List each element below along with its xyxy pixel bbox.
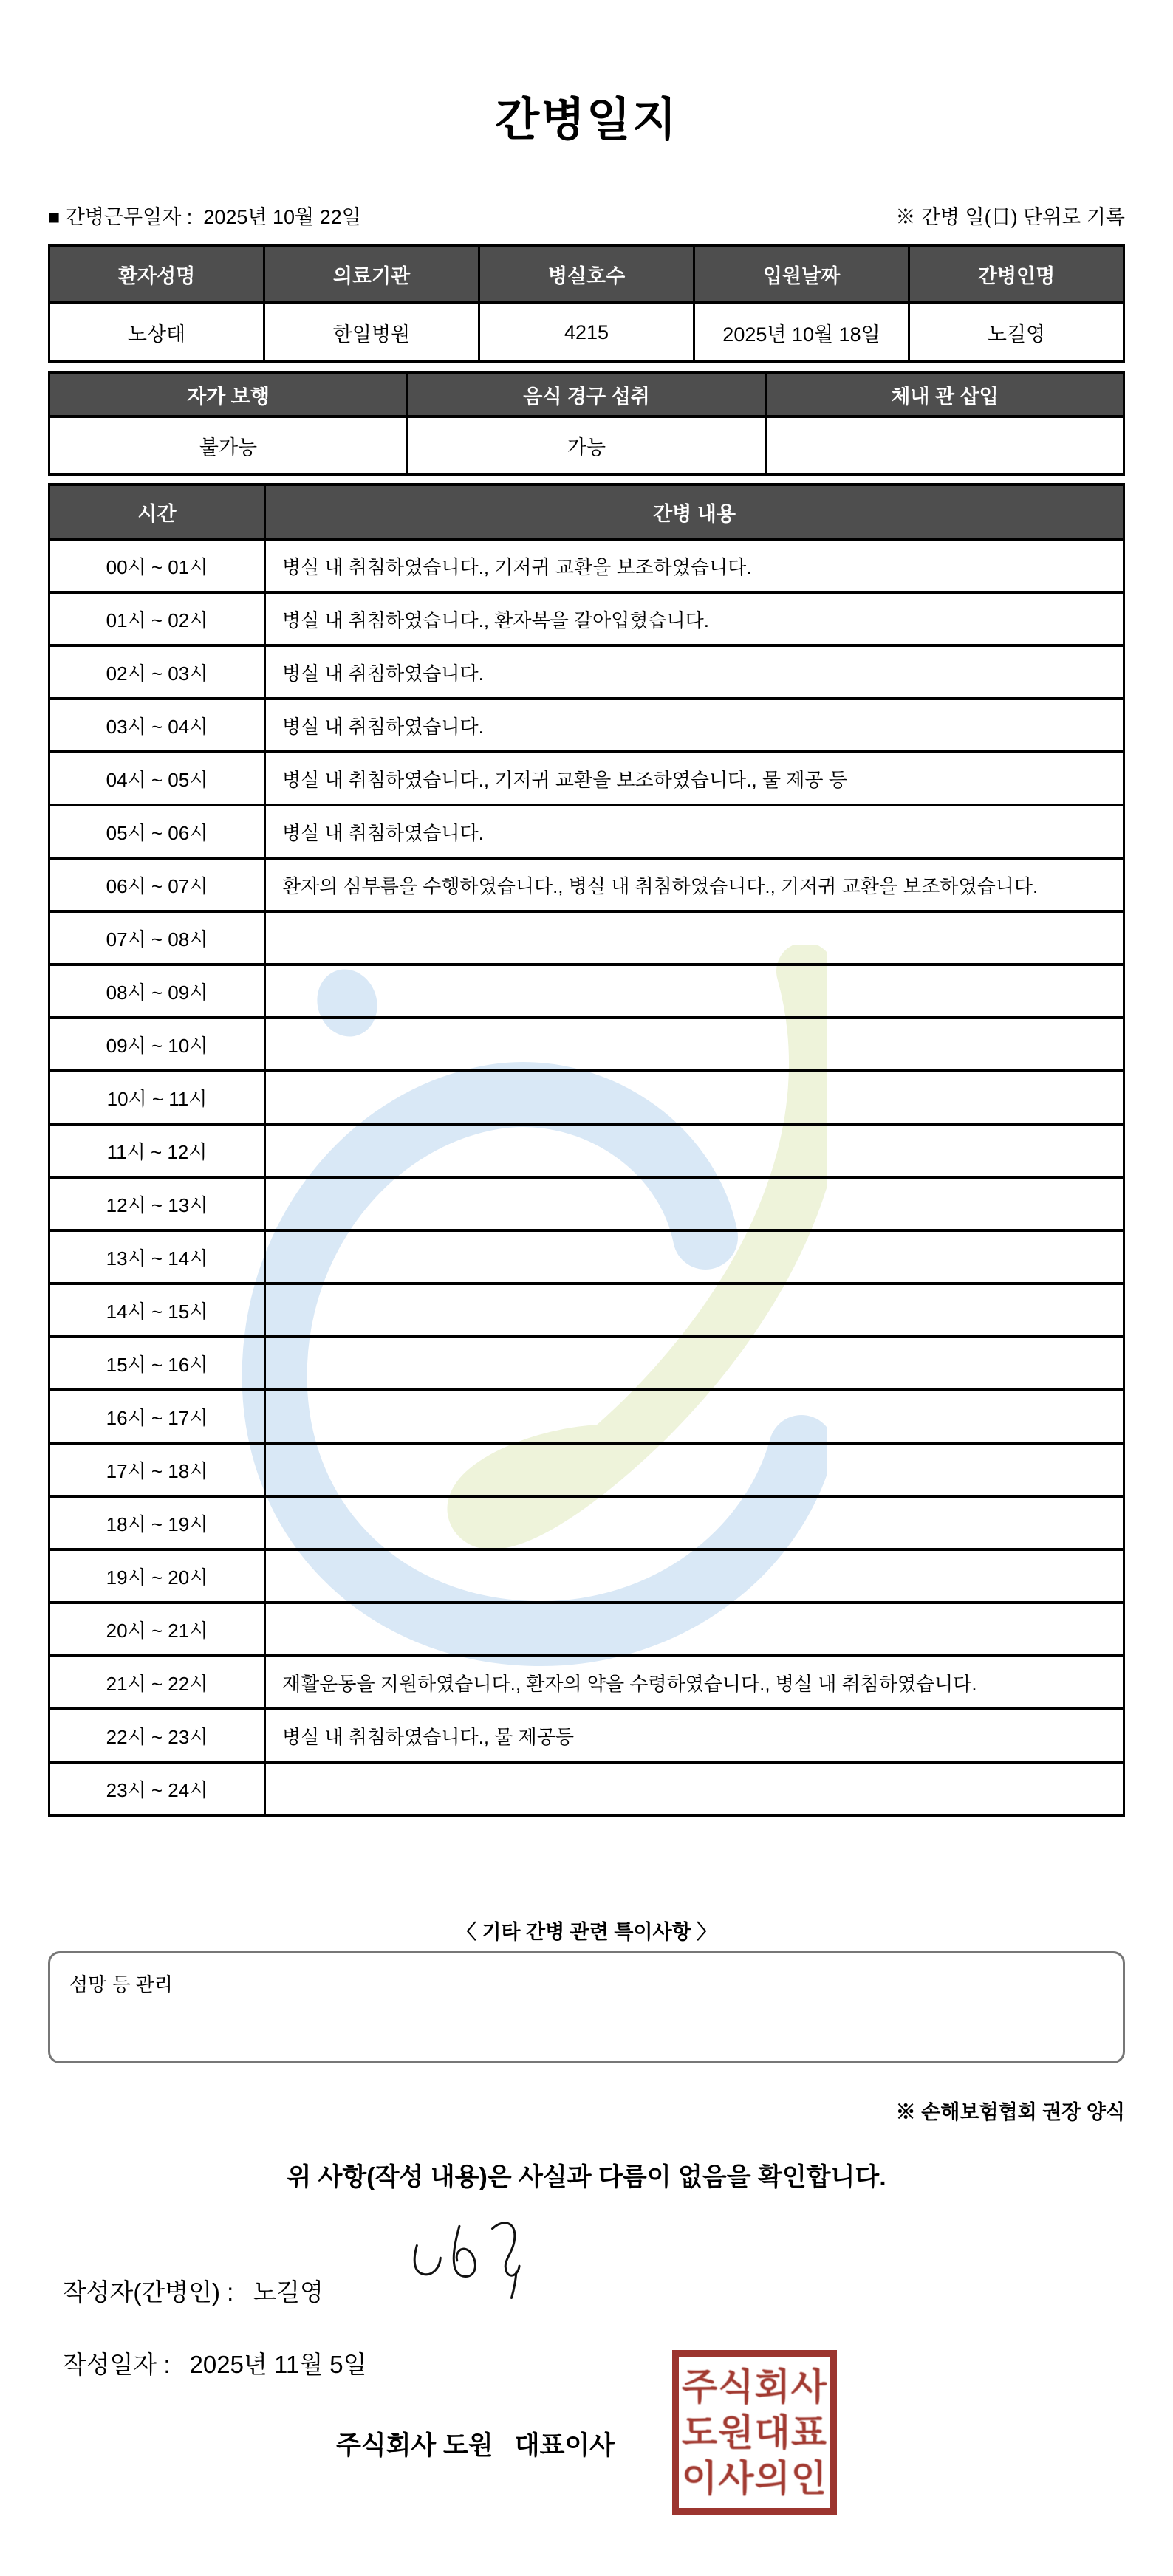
time-slot: 17시 ~ 18시 — [49, 1443, 265, 1496]
patient-status-table — [48, 371, 1125, 476]
care-row — [49, 645, 1124, 699]
header-admission-date: 입원날짜 — [694, 245, 909, 303]
special-notes-box — [48, 1951, 1125, 2063]
care-row — [49, 1337, 1124, 1390]
care-row — [49, 1549, 1124, 1603]
care-content: 병실 내 취침하였습니다., 기저귀 교환을 보조하였습니다. — [265, 539, 1124, 592]
room-number: 4215 — [479, 303, 694, 362]
header-medical-institution: 의료기관 — [264, 245, 479, 303]
header-patient-name: 환자성명 — [49, 245, 264, 303]
care-content — [265, 1390, 1124, 1443]
time-slot: 21시 ~ 22시 — [49, 1656, 265, 1709]
time-slot: 20시 ~ 21시 — [49, 1603, 265, 1656]
care-row — [49, 539, 1124, 592]
care-content: 재활운동을 지원하였습니다., 환자의 약을 수령하였습니다., 병실 내 취침하였습니다. — [265, 1656, 1124, 1709]
page-title: 간병일지 — [495, 95, 678, 145]
care-content — [265, 1762, 1124, 1815]
care-header-row — [49, 484, 1124, 539]
care-content — [265, 1337, 1124, 1390]
care-row — [49, 805, 1124, 858]
care-row — [49, 1390, 1124, 1443]
write-date-line — [35, 2318, 367, 2408]
care-content: 병실 내 취침하였습니다., 물 제공등 — [265, 1709, 1124, 1762]
care-content: 병실 내 취침하였습니다., 환자복을 갈아입혔습니다. — [265, 592, 1124, 645]
time-slot: 02시 ~ 03시 — [49, 645, 265, 699]
company-line: 주식회사 도원 대표이사 — [336, 2431, 615, 2460]
care-content: 환자의 심부름을 수행하였습니다., 병실 내 취침하였습니다., 기저귀 교환을 보조하였습니다. — [265, 858, 1124, 911]
care-content: 병실 내 취침하였습니다. — [265, 699, 1124, 752]
record-unit-note: ※ 간병 일(日) 단위로 기록 — [895, 206, 1125, 228]
care-row — [49, 1603, 1124, 1656]
header-time: 시간 — [49, 484, 265, 539]
stamp-line-2: 도원대표 — [681, 2411, 828, 2453]
care-row — [49, 1709, 1124, 1762]
care-content — [265, 1443, 1124, 1496]
header-oral-intake: 음식 경구 섭취 — [408, 372, 766, 417]
oral-intake-value: 가능 — [408, 417, 766, 474]
medical-institution: 한일병원 — [264, 303, 479, 362]
time-slot: 23시 ~ 24시 — [49, 1762, 265, 1815]
time-slot: 05시 ~ 06시 — [49, 805, 265, 858]
care-row — [49, 1284, 1124, 1337]
care-content — [265, 1018, 1124, 1071]
care-row — [49, 1018, 1124, 1071]
care-content: 병실 내 취침하였습니다., 기저귀 교환을 보조하였습니다., 물 제공 등 — [265, 752, 1124, 805]
time-slot: 19시 ~ 20시 — [49, 1549, 265, 1603]
care-row — [49, 752, 1124, 805]
care-row — [49, 1656, 1124, 1709]
confirmation-statement: 위 사항(작성 내용)은 사실과 다름이 없음을 확인합니다. — [287, 2163, 886, 2191]
write-date-value: 2025년 11월 5일 — [189, 2351, 367, 2378]
time-slot: 00시 ~ 01시 — [49, 539, 265, 592]
care-row — [49, 1071, 1124, 1124]
status-header-row — [49, 372, 1124, 417]
time-slot: 18시 ~ 19시 — [49, 1496, 265, 1549]
care-row — [49, 965, 1124, 1018]
care-content — [265, 1230, 1124, 1284]
care-content — [265, 1124, 1124, 1177]
patient-name: 노상태 — [49, 303, 264, 362]
header-internal-tube: 체내 관 삽입 — [766, 372, 1124, 417]
writer-name: 노길영 — [253, 2278, 324, 2306]
patient-info-table — [48, 244, 1125, 363]
care-row — [49, 1443, 1124, 1496]
time-slot: 04시 ~ 05시 — [49, 752, 265, 805]
stamp-line-1: 주식회사 — [681, 2366, 828, 2408]
caregiver-signature — [403, 2212, 539, 2312]
care-content — [265, 1284, 1124, 1337]
care-row — [49, 592, 1124, 645]
time-slot: 03시 ~ 04시 — [49, 699, 265, 752]
care-content: 병실 내 취침하였습니다. — [265, 645, 1124, 699]
admission-date: 2025년 10월 18일 — [694, 303, 909, 362]
time-slot: 09시 ~ 10시 — [49, 1018, 265, 1071]
patient-value-row — [49, 303, 1124, 362]
care-row — [49, 1496, 1124, 1549]
self-walking-value: 불가능 — [49, 417, 408, 474]
internal-tube-value — [766, 417, 1124, 474]
time-slot: 07시 ~ 08시 — [49, 911, 265, 965]
header-room-number: 병실호수 — [479, 245, 694, 303]
corporate-seal-stamp — [672, 2350, 837, 2515]
care-content — [265, 1603, 1124, 1656]
caregiver-name: 노길영 — [909, 303, 1124, 362]
time-slot: 08시 ~ 09시 — [49, 965, 265, 1018]
stamp-line-3: 이사의인 — [681, 2457, 828, 2499]
care-row — [49, 858, 1124, 911]
time-slot: 10시 ~ 11시 — [49, 1071, 265, 1124]
care-content — [265, 1549, 1124, 1603]
care-work-date: ■ 간병근무일자 : 2025년 10월 22일 — [48, 206, 361, 228]
care-log-table — [48, 483, 1125, 1817]
time-slot: 15시 ~ 16시 — [49, 1337, 265, 1390]
status-value-row — [49, 417, 1124, 474]
time-slot: 12시 ~ 13시 — [49, 1177, 265, 1230]
patient-header-row — [49, 245, 1124, 303]
time-slot: 13시 ~ 14시 — [49, 1230, 265, 1284]
care-content — [265, 1177, 1124, 1230]
care-row — [49, 1124, 1124, 1177]
care-row — [49, 699, 1124, 752]
care-row — [49, 1230, 1124, 1284]
meta-row — [48, 201, 1125, 230]
special-notes-content: 섬망 등 관리 — [69, 1973, 174, 1996]
time-slot: 06시 ~ 07시 — [49, 858, 265, 911]
time-slot: 11시 ~ 12시 — [49, 1124, 265, 1177]
time-slot: 16시 ~ 17시 — [49, 1390, 265, 1443]
header-care-content: 간병 내용 — [265, 484, 1124, 539]
form-standard-note: ※ 손해보험협회 권장 양식 — [895, 2101, 1125, 2123]
care-row — [49, 911, 1124, 965]
time-slot: 01시 ~ 02시 — [49, 592, 265, 645]
care-content — [265, 911, 1124, 965]
header-caregiver-name: 간병인명 — [909, 245, 1124, 303]
care-content — [265, 1496, 1124, 1549]
writer-label: 작성자(간병인) : — [62, 2278, 234, 2306]
care-content — [265, 965, 1124, 1018]
time-slot: 14시 ~ 15시 — [49, 1284, 265, 1337]
write-date-label: 작성일자 : — [62, 2351, 171, 2378]
special-notes-heading: 〈 기타 간병 관련 특이사항 〉 — [456, 1921, 717, 1943]
time-slot: 22시 ~ 23시 — [49, 1709, 265, 1762]
header-self-walking: 자가 보행 — [49, 372, 408, 417]
care-content — [265, 1071, 1124, 1124]
care-row — [49, 1177, 1124, 1230]
care-row — [49, 1762, 1124, 1815]
care-content: 병실 내 취침하였습니다. — [265, 805, 1124, 858]
